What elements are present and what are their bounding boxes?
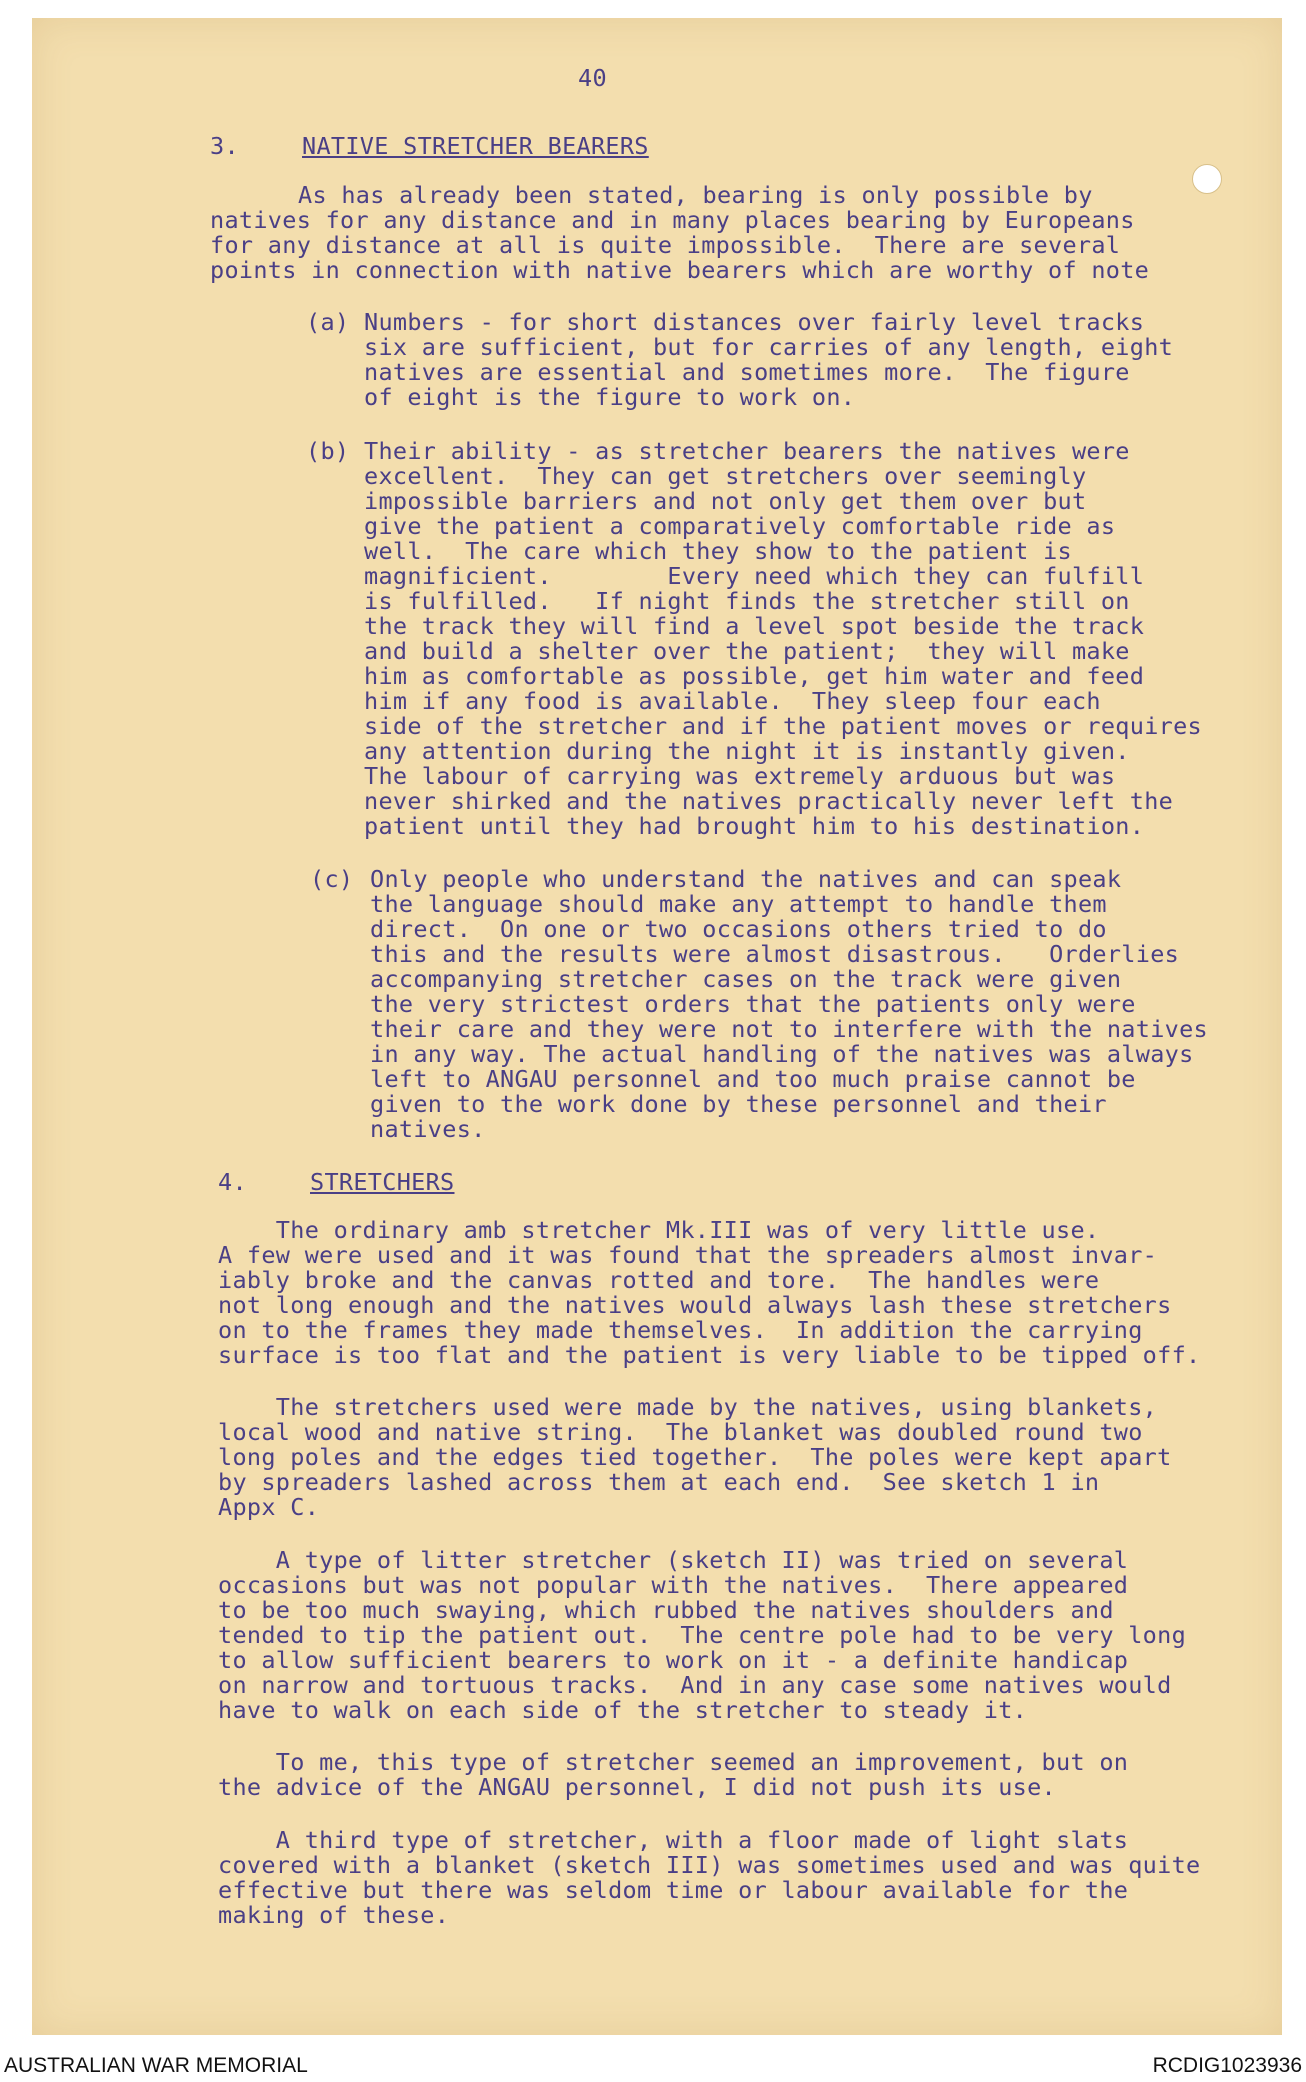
stretcher-para-line: not long enough and the natives would always lash these stretchers xyxy=(218,1291,1172,1319)
item-b-line: The labour of carrying was extremely arduous but was xyxy=(364,762,1116,790)
item-b-line: impossible barriers and not only get them over but xyxy=(364,487,1087,515)
section-4-number: 4. xyxy=(218,1168,247,1196)
section-4-heading: STRETCHERS xyxy=(310,1168,455,1196)
section-3-number: 3. xyxy=(210,132,239,160)
item-a-line: of eight is the figure to work on. xyxy=(364,383,856,411)
item-b-line: give the patient a comparatively comfortable ride as xyxy=(364,512,1116,540)
item-b-line: him as comfortable as possible, get him water and feed xyxy=(364,662,1145,690)
stretcher-para-line: Appx C. xyxy=(218,1493,320,1521)
page-number: 40 xyxy=(578,64,607,92)
item-c-line: their care and they were not to interfere with the natives xyxy=(370,1015,1208,1043)
item-b-line: excellent. They can get stretchers over seemingly xyxy=(364,462,1087,490)
item-a-line: six are sufficient, but for carries of any length, eight xyxy=(364,333,1174,361)
stretcher-para-line: The ordinary amb stretcher Mk.III was of very little use. xyxy=(218,1216,1100,1244)
item-a-line: Numbers - for short distances over fairly level tracks xyxy=(364,308,1145,336)
intro-line: As has already been stated, bearing is only possible by xyxy=(298,181,1093,209)
item-b-line: the track they will find a level spot beside the track xyxy=(364,612,1145,640)
stretcher-para-line: on to the frames they made themselves. In addition the carrying xyxy=(218,1316,1143,1344)
item-b-line: magnificient. Every need which they can fulfill xyxy=(364,562,1145,590)
item-c-line: given to the work done by these personnel and their xyxy=(370,1090,1107,1118)
section-3-heading: NATIVE STRETCHER BEARERS xyxy=(302,132,649,160)
item-c-line: left to ANGAU personnel and too much praise cannot be xyxy=(370,1065,1136,1093)
footer-record-id: RCDIG1023936 xyxy=(1152,2054,1302,2077)
footer-archive-name: AUSTRALIAN WAR MEMORIAL xyxy=(4,2054,308,2077)
stretcher-para-line: A third type of stretcher, with a floor made of light slats xyxy=(218,1826,1129,1854)
intro-line: points in connection with native bearers which are worthy of note xyxy=(210,256,1150,284)
item-b-line: side of the stretcher and if the patient moves or requires xyxy=(364,712,1202,740)
stretcher-para-line: local wood and native string. The blanket was doubled round two xyxy=(218,1418,1143,1446)
stretcher-para-line: covered with a blanket (sketch III) was sometimes used and was quite xyxy=(218,1851,1201,1879)
item-b-line: well. The care which they show to the patient is xyxy=(364,537,1072,565)
item-c-line: in any way. The actual handling of the natives was always xyxy=(370,1040,1194,1068)
item-b-line: patient until they had brought him to his destination. xyxy=(364,812,1145,840)
item-b-line: is fulfilled. If night finds the stretcher still on xyxy=(364,587,1130,615)
item-b-line: never shirked and the natives practically never left the xyxy=(364,787,1174,815)
stretcher-para-line: To me, this type of stretcher seemed an improvement, but on xyxy=(218,1748,1129,1776)
stretcher-para-line: by spreaders lashed across them at each end. See sketch 1 in xyxy=(218,1468,1100,1496)
item-b-line: Their ability - as stretcher bearers the natives were xyxy=(364,437,1130,465)
stretcher-para-line: making of these. xyxy=(218,1901,450,1929)
item-b-line: any attention during the night it is instantly given. xyxy=(364,737,1130,765)
item-a-line: natives are essential and sometimes more. The figure xyxy=(364,358,1130,386)
item-a-label: (a) xyxy=(306,308,350,336)
item-b-line: and build a shelter over the patient; they will make xyxy=(364,637,1130,665)
punch-hole xyxy=(1192,164,1222,194)
item-c-label: (c) xyxy=(310,865,354,893)
stretcher-para-line: tended to tip the patient out. The centre pole had to be very long xyxy=(218,1621,1187,1649)
stretcher-para-line: surface is too flat and the patient is very liable to be tipped off. xyxy=(218,1341,1201,1369)
item-b-line: him if any food is available. They sleep four each xyxy=(364,687,1101,715)
stretcher-para-line: The stretchers used were made by the natives, using blankets, xyxy=(218,1393,1158,1421)
item-c-line: direct. On one or two occasions others tried to do xyxy=(370,915,1107,943)
stretcher-para-line: effective but there was seldom time or labour available for the xyxy=(218,1876,1129,1904)
item-c-line: the language should make any attempt to handle them xyxy=(370,890,1107,918)
item-c-line: Only people who understand the natives and can speak xyxy=(370,865,1122,893)
item-c-line: the very strictest orders that the patients only were xyxy=(370,990,1136,1018)
item-b-label: (b) xyxy=(306,437,350,465)
item-c-line: this and the results were almost disastrous. Orderlies xyxy=(370,940,1180,968)
stretcher-para-line: A type of litter stretcher (sketch II) was tried on several xyxy=(218,1546,1129,1574)
stretcher-para-line: have to walk on each side of the stretcher to steady it. xyxy=(218,1696,1028,1724)
item-c-line: accompanying stretcher cases on the track were given xyxy=(370,965,1122,993)
item-c-line: natives. xyxy=(370,1115,486,1143)
stretcher-para-line: long poles and the edges tied together. The poles were kept apart xyxy=(218,1443,1172,1471)
stretcher-para-line: occasions but was not popular with the natives. There appeared xyxy=(218,1571,1129,1599)
stretcher-para-line: the advice of the ANGAU personnel, I did not push its use. xyxy=(218,1773,1056,1801)
stretcher-para-line: on narrow and tortuous tracks. And in any case some natives would xyxy=(218,1671,1172,1699)
intro-line: natives for any distance and in many places bearing by Europeans xyxy=(210,206,1135,234)
stretcher-para-line: iably broke and the canvas rotted and tore. The handles were xyxy=(218,1266,1100,1294)
stretcher-para-line: A few were used and it was found that the spreaders almost invar- xyxy=(218,1241,1158,1269)
stretcher-para-line: to allow sufficient bearers to work on it - a definite handicap xyxy=(218,1646,1129,1674)
stretcher-para-line: to be too much swaying, which rubbed the natives shoulders and xyxy=(218,1596,1114,1624)
intro-line: for any distance at all is quite impossible. There are several xyxy=(210,231,1121,259)
